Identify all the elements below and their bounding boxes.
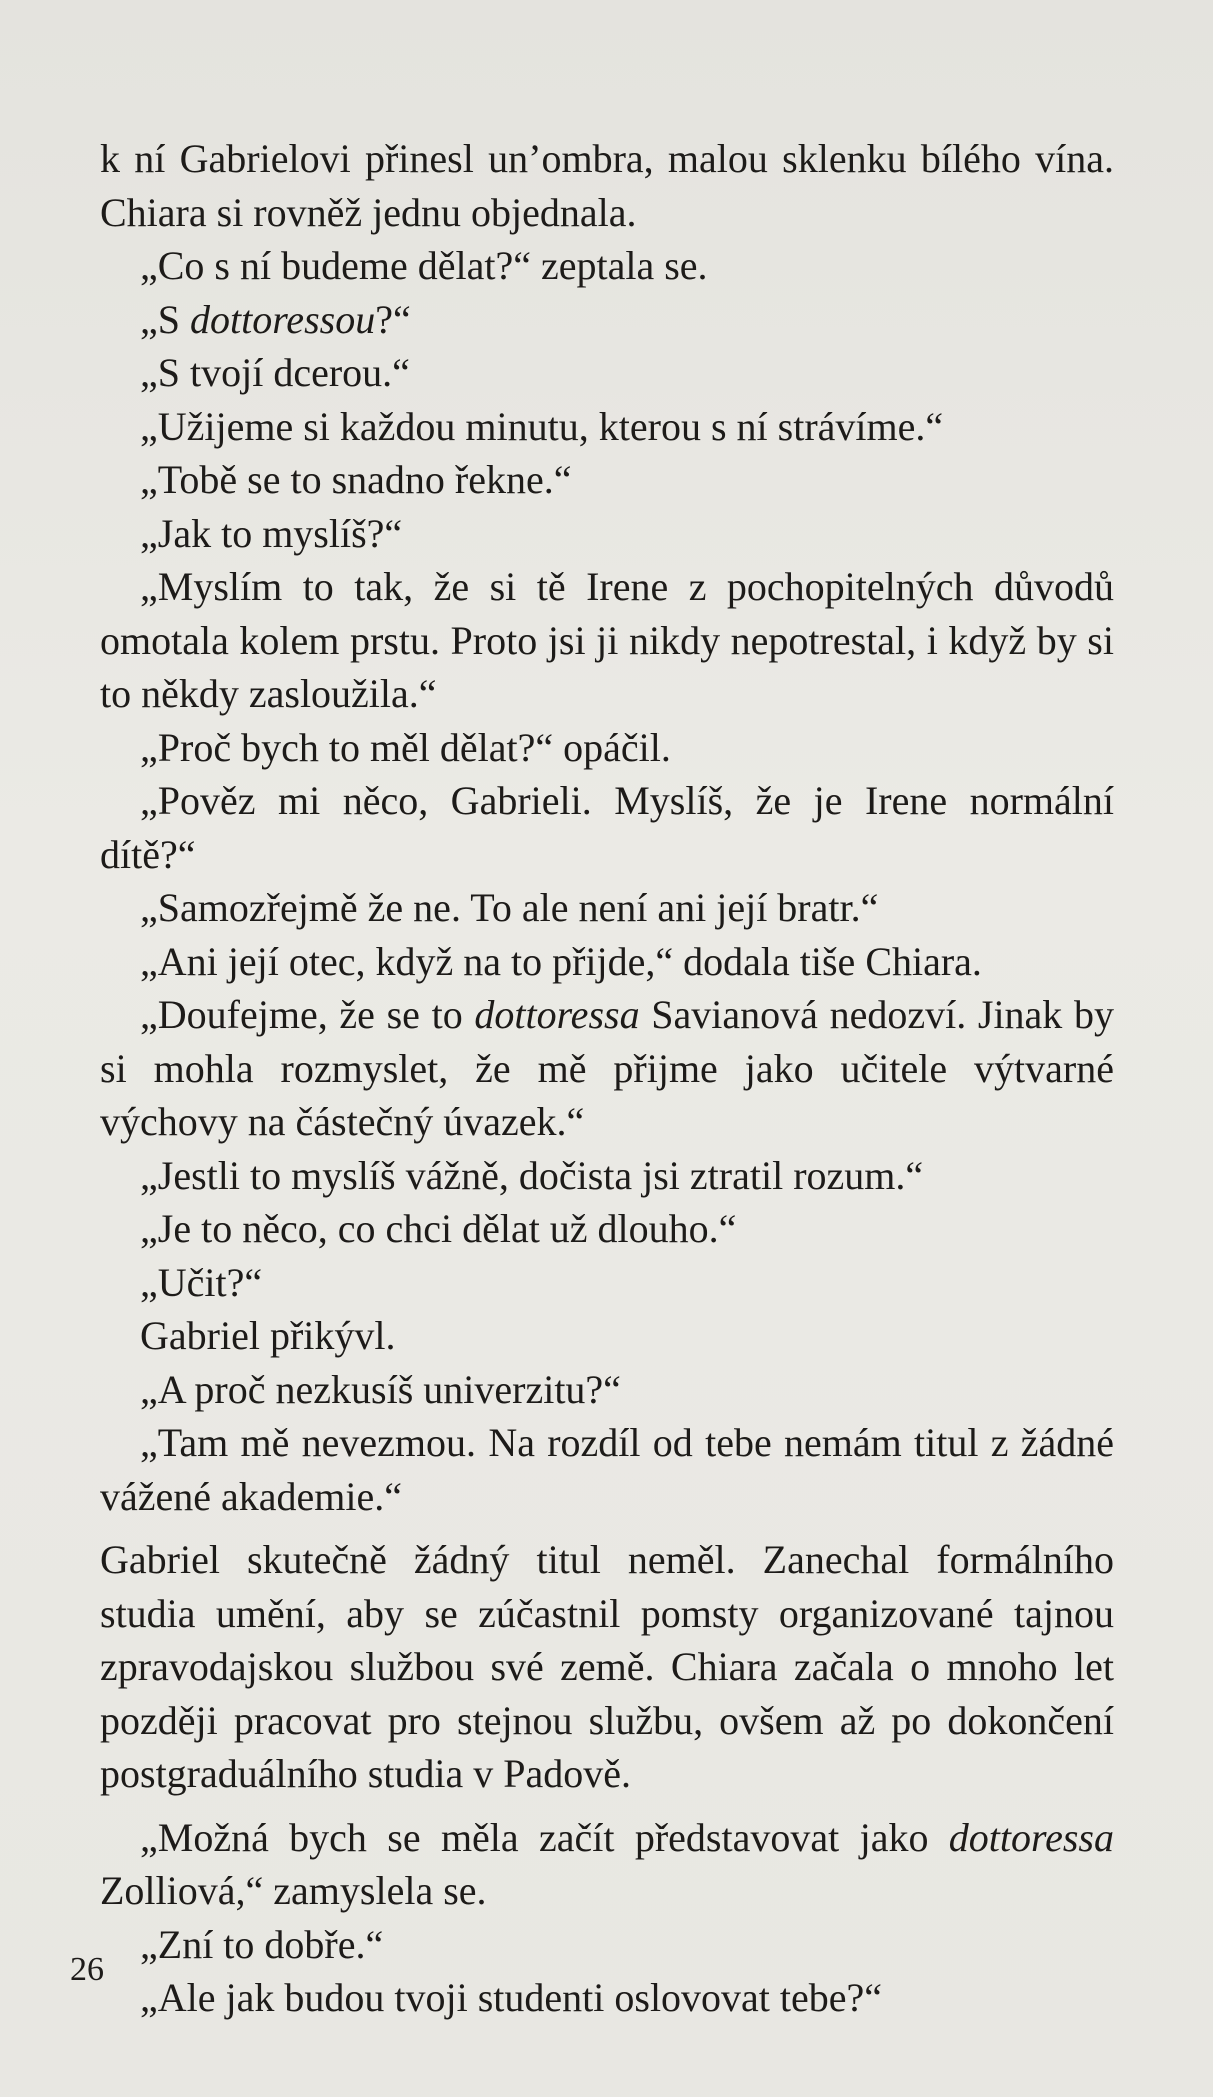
paragraph [100, 881, 1114, 935]
paragraph [100, 1256, 1114, 1310]
paragraph [100, 1416, 1114, 1523]
italic-text: dottoressa [948, 1814, 1114, 1860]
text-run: „A proč nezkusíš univerzitu?“ [140, 1366, 621, 1412]
italic-text: dottoressou [190, 296, 376, 342]
paragraph [100, 1971, 1114, 2025]
text-run: „Pověz mi něco, Gabrieli. Myslíš, že je Irene normální dítě?“ [100, 778, 1114, 877]
paragraph [100, 1918, 1114, 1972]
text-run: „Užijeme si každou minutu, kterou s ní strávíme.“ [140, 403, 944, 449]
paragraph [100, 560, 1114, 721]
body-text [100, 132, 1114, 2025]
text-run: Savianová nedozví. Jinak by si mohla rozmyslet, že mě přijme jako učitele výtvarné výchovy na částečný úvazek.“ [100, 992, 1114, 1144]
text-run: k ní Gabrielovi přinesl un’ombra, malou sklenku bílého vína. Chiara si rovněž jednu objednala. [100, 136, 1114, 235]
text-run: „Učit?“ [140, 1259, 263, 1305]
paragraph [100, 400, 1114, 454]
text-run: „Co s ní budeme dělat?“ zeptala se. [140, 243, 708, 288]
paragraph [100, 346, 1114, 400]
text-run: „Doufejme, že se to [140, 992, 475, 1037]
text-run: „Proč bych to měl dělat?“ opáčil. [140, 724, 671, 770]
paragraph [100, 1363, 1114, 1417]
text-run: Gabriel skutečně žádný titul neměl. Zanechal formálního studia umění, aby se zúčastnil pomsty organizované tajnou zpravodajskou službou své země. Chiara začala o mnoho let později pracovat pro stejnou službu, ovšem až po dokončení postgraduálního studia v Padově. [100, 1537, 1114, 1796]
text-run: „Tobě se to snadno řekne.“ [140, 457, 572, 502]
paragraph [100, 1811, 1114, 1918]
paragraph [100, 988, 1114, 1149]
paragraph [100, 132, 1114, 239]
text-run: Zolliová,“ zamyslela se. [100, 1868, 487, 1913]
paragraph [100, 1309, 1114, 1363]
paragraph [100, 293, 1114, 347]
paragraph [100, 774, 1114, 881]
paragraph [100, 453, 1114, 507]
paragraph [100, 1533, 1114, 1801]
page-number: 26 [70, 1951, 104, 1988]
paragraph [100, 721, 1114, 775]
text-run: „Jestli to myslíš vážně, dočista jsi ztratil rozum.“ [140, 1152, 924, 1198]
text-run: „Samozřejmě že ne. To ale není ani její bratr.“ [140, 885, 879, 930]
text-run: „Myslím to tak, že si tě Irene z pochopitelných důvodů omotala kolem prstu. Proto jsi ji nikdy nepotrestal, i když by si to někdy zasloužila.“ [100, 564, 1114, 716]
text-run: „S tvojí dcerou.“ [140, 350, 410, 395]
text-run: „Možná bych se měla začít představovat jako [140, 1814, 949, 1860]
paragraph [100, 507, 1114, 561]
text-run: ?“ [375, 296, 411, 342]
text-run: „Jak to myslíš?“ [140, 510, 403, 556]
paragraph [100, 1202, 1114, 1256]
paragraph [100, 1149, 1114, 1203]
paragraph [100, 935, 1114, 989]
text-run: „Je to něco, co chci dělat už dlouho.“ [140, 1206, 737, 1251]
text-run: Gabriel přikývl. [140, 1313, 396, 1358]
text-run: „Ani její otec, když na to přijde,“ dodala tiše Chiara. [140, 938, 982, 984]
italic-text: dottoressa [474, 992, 640, 1037]
text-run: „Tam mě nevezmou. Na rozdíl od tebe nemám titul z žádné vážené akademie.“ [100, 1420, 1114, 1519]
paragraph [100, 239, 1114, 293]
text-run: „Zní to dobře.“ [140, 1921, 384, 1967]
text-run: „Ale jak budou tvoji studenti oslovovat tebe?“ [140, 1975, 883, 2020]
text-run: „S [140, 296, 190, 342]
